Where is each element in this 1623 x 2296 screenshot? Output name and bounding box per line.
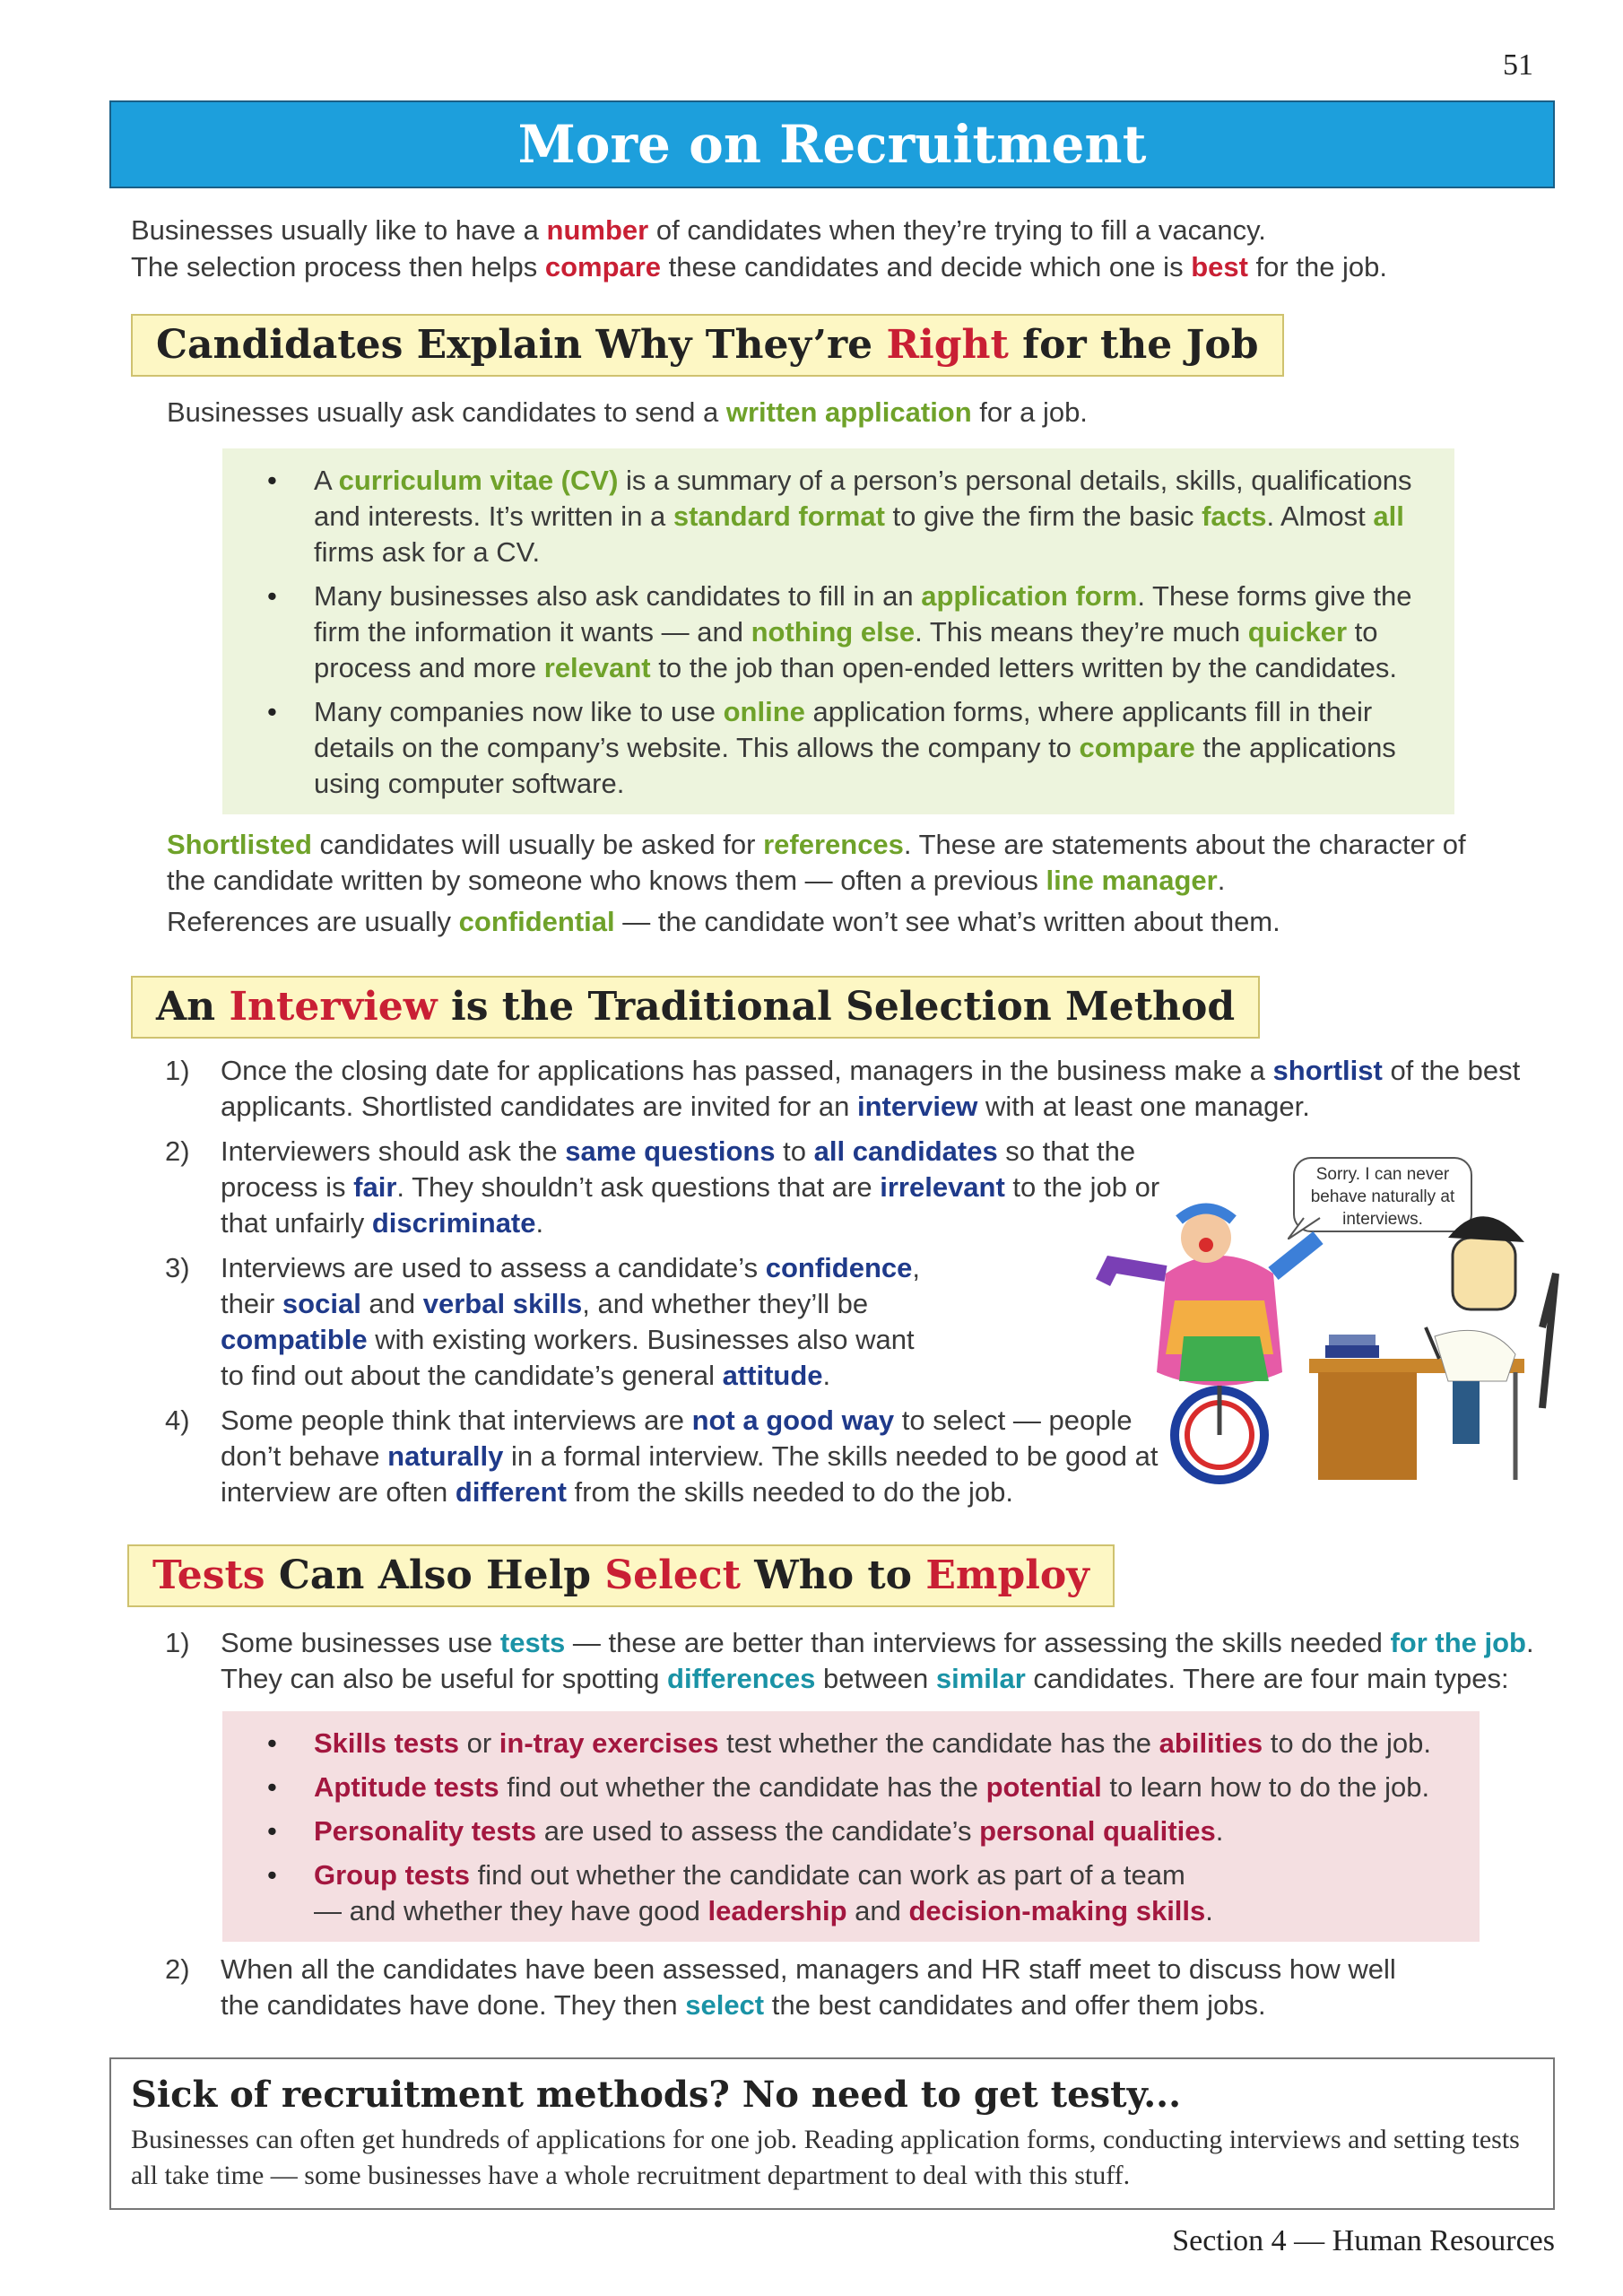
page-title: More on Recruitment — [109, 100, 1555, 188]
bullet-group-tests: • Group tests find out whether the candidate can work as part of a team — and whether they have good leadership and decision-making skills. — [247, 1857, 1216, 1929]
interview-item-3: 3) Interviews are used to assess a candidate’s confidence, their social and verbal skills, and whether they’ll be compatible with existing workers. Businesses also want to find out about the candidate’s general attitude. — [165, 1252, 920, 1391]
heading-candidates: Candidates Explain Why They’re Right for the Job — [131, 314, 1284, 377]
heading-tests: Tests Can Also Help Select Who to Employ — [127, 1544, 1115, 1607]
interview-item-4: 4) Some people think that interviews are not a good way to select — people don’t behave naturally in a formal interview. The skills needed to be good at interview are often different from the skills needed to do the job. — [165, 1405, 1159, 1508]
intro-text: Businesses usually like to have a number of candidates when they’re trying to fill a vacancy. The selection process then helps compare these candidates and decide which one is best for the job. — [131, 214, 1388, 283]
bullet-skills-tests: • Skills tests or in-tray exercises test whether the candidate has the abilities to do the job. — [247, 1726, 1462, 1761]
test-types-panel — [222, 1711, 1480, 1942]
application-panel — [222, 448, 1454, 814]
bullet-aptitude-tests: • Aptitude tests find out whether the candidate has the potential to learn how to do the job. — [247, 1770, 1462, 1805]
speech-bubble: Sorry. I can never behave naturally at interviews. — [1293, 1157, 1472, 1232]
bullet-cv: • A curriculum vitae (CV) is a summary of a person’s personal details, skills, qualifications and interests. It’s written in a standard format to give the firm the basic facts. Almost all firms ask for a CV. — [247, 463, 1436, 570]
written-application-text: Businesses usually ask candidates to send a written application for a job. — [167, 396, 1088, 428]
summary-body: Businesses can often get hundreds of applications for one job. Reading application forms, conducting interviews and setting tests all take time — some businesses have a whole recruitment department to deal with this stuff. — [131, 2125, 1520, 2190]
confidential-text: References are usually confidential — the candidate won’t see what’s written about them. — [167, 906, 1280, 937]
bullet-online: • Many companies now like to use online application forms, where applicants fill in their details on the company’s website. This allows the company to compare the applications using computer software. — [247, 694, 1436, 802]
bullet-application-form: • Many businesses also ask candidates to fill in an application form. These forms give the firm the information it wants — and nothing else. This means they’re much quicker to process and more relevant to the job than open-ended letters written by the candidates. — [247, 578, 1436, 686]
tests-item-1: 1) Some businesses use tests — these are better than interviews for assessing the skills needed for the job. They can also be useful for spotting differences between similar candidates. There are four main types: — [165, 1627, 1534, 1694]
bullet-personality-tests: • Personality tests are used to assess the candidate’s personal qualities. — [247, 1813, 1462, 1849]
heading-interview: An Interview is the Traditional Selection Method — [131, 976, 1260, 1039]
clown-interview-illustration — [1094, 1202, 1560, 1489]
interview-item-1: 1) Once the closing date for applications has passed, managers in the business make a shortlist of the best applicants. Shortlisted candidates are invited for an interview with at least one manager. — [165, 1055, 1521, 1122]
page-number: 51 — [1503, 48, 1533, 82]
summary-box — [109, 2057, 1555, 2210]
tests-item-2: 2) When all the candidates have been assessed, managers and HR staff meet to discuss how well the candidates have done. They then select the best candidates and offer them jobs. — [165, 1953, 1396, 2021]
references-text: Shortlisted candidates will usually be asked for references. These are statements about the character of the candidate written by someone who knows them — often a previous line manager. — [167, 829, 1466, 896]
section-label: Section 4 — Human Resources — [1172, 2224, 1555, 2257]
summary-heading: Sick of recruitment methods? No need to get testy... — [131, 2074, 1182, 2116]
interview-item-2: 2) Interviewers should ask the same questions to all candidates so that the process is fair. They shouldn’t ask questions that are irrelevant to the job or that unfairly discriminate. — [165, 1135, 1160, 1239]
